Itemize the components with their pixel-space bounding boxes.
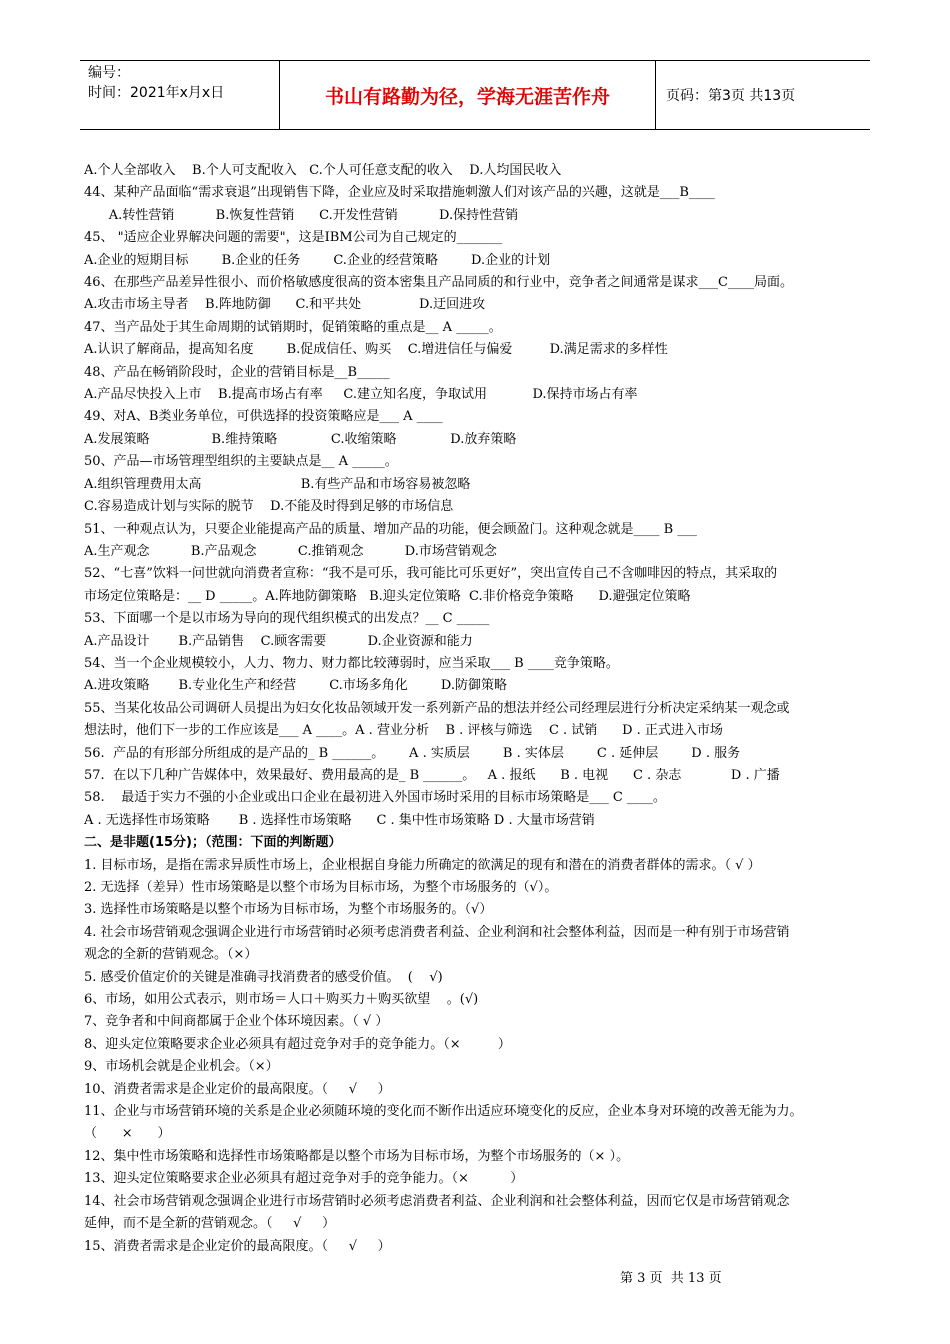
judgement-13: 13、迎头定位策略要求企业必须具有超过竞争对手的竞争能力。（× ） xyxy=(84,1171,524,1187)
text-line: C.容易造成计划与实际的脱节 D.不能及时得到足够的市场信息 xyxy=(84,499,454,515)
document-body xyxy=(84,160,874,1258)
judgement-12: 12、集中性市场策略和选择性市场策略都是以整个市场为目标市场，为整个市场服务的（× ）。 xyxy=(84,1148,630,1164)
time-label: 时间：2021年x月x日 xyxy=(88,85,225,101)
judgement-3: 3. 选择性市场策略是以整个市场为目标市场，为整个市场服务的。（√） xyxy=(84,902,493,918)
text-line: A.产品尽快投入上市 B.提高市场占有率 C.建立知名度，争取试用 D.保持市场占有率 xyxy=(84,387,638,403)
judgement-9: 9、市场机会就是企业机会。（×） xyxy=(84,1059,279,1075)
text-line: 延伸，而不是全新的营销观念。（ √ ） xyxy=(84,1216,336,1232)
judgement-11: 11、企业与市场营销环境的关系是企业必须随环境的变化而不断作出适应环境变化的反应，企业本身对环境的改善无能为力。 xyxy=(84,1104,803,1120)
question-55: 55、当某化妆品公司调研人员提出为妇女化妆品领域开发一系列新产品的想法并经公司经理层进行分析决定采纳某一观念或 xyxy=(84,700,790,716)
question-46: 46、在那些产品差异性很小、而价格敏感度很高的资本密集且产品同质的和行业中，竞争者之间通常是谋求___C____局面。 xyxy=(84,275,793,291)
text-line: A.个人全部收入 B.个人可支配收入 C.个人可任意支配的收入 D.人均国民收入 xyxy=(84,163,562,178)
text-line: A.认识了解商品，提高知名度 B.促成信任、购买 C.增进信任与偏爱 D.满足需求的多样性 xyxy=(84,342,668,358)
page-footer: 第 3 页 共 13 页 xyxy=(620,1271,722,1286)
text-line: A.产品设计 B.产品销售 C.顾客需要 D.企业资源和能力 xyxy=(84,633,473,649)
text-line: A.转性营销 B.恢复性营销 C.开发性营销 D.保持性营销 xyxy=(84,207,519,223)
text-line: 想法时，他们下一步的工作应该是___ A ____。A . 营业分析 B . 评核与筛选 C . 试销 D . 正式进入市场 xyxy=(84,723,723,739)
text-line: A.进攻策略 B.专业化生产和经营 C.市场多角化 D.防御策略 xyxy=(84,678,507,694)
question-44: 44、某种产品面临“需求衰退”出现销售下降，企业应及时采取措施刺激人们对该产品的兴趣，这就是___B____ xyxy=(84,185,715,201)
judgement-2: 2. 无选择（差异）性市场策略是以整个市场为目标市场，为整个市场服务的（√）。 xyxy=(84,880,558,895)
header-page-info: 页码：第3页 共13页 xyxy=(666,88,796,104)
page-header xyxy=(80,60,870,130)
question-45: 45、 "适应企业界解决问题的需要"，这是IBM公司为自己规定的_______ xyxy=(84,230,503,246)
question-57: 57. 在以下几种广告媒体中，效果最好、费用最高的是_ B ______。 A . 报纸 B . 电视 C . 杂志 D . 广播 xyxy=(84,767,780,783)
header-motto: 书山有路勤为径，学海无涯苦作舟 xyxy=(280,61,656,129)
judgement-5: 5. 感受价值定价的关键是准确寻找消费者的感受价值。 ( √) xyxy=(84,969,443,985)
judgement-8: 8、迎头定位策略要求企业必须具有超过竞争对手的竞争能力。（× ） xyxy=(84,1036,511,1052)
text-line: A . 无选择性市场策略 B . 选择性市场策略 C . 集中性市场策略 D . 大量市场营销 xyxy=(84,812,595,828)
text-line: A.发展策略 B.维持策略 C.收缩策略 D.放弃策略 xyxy=(84,431,517,447)
judgement-7: 7、竞争者和中间商都属于企业个体环境因素。（ √ ） xyxy=(84,1014,389,1030)
question-54: 54、当一个企业规模较小，人力、物力、财力都比较薄弱时，应当采取___ B ____竞争策略。 xyxy=(84,655,619,671)
text-line: A.生产观念 B.产品观念 C.推销观念 D.市场营销观念 xyxy=(84,543,497,559)
text-line: A.攻击市场主导者 B.阵地防御 C.和平共处 D.迂回进攻 xyxy=(84,297,486,313)
judgement-1: 1. 目标市场，是指在需求异质性市场上，企业根据自身能力所确定的欲满足的现有和潜在的消费者群体的需求。（ √ ） xyxy=(84,857,761,873)
judgement-14: 14、社会市场营销观念强调企业进行市场营销时必须考虑消费者利益、企业利润和社会整体利益，因而它仅是市场营销观念 xyxy=(84,1193,790,1209)
judgement-10: 10、消费者需求是企业定价的最高限度。（ √ ） xyxy=(84,1081,391,1097)
text-line: 观念的全新的营销观念。（×） xyxy=(84,947,258,963)
text-line: A.企业的短期目标 B.企业的任务 C.企业的经营策略 D.企业的计划 xyxy=(84,252,551,268)
question-50: 50、产品—市场管理型组织的主要缺点是__ A _____。 xyxy=(84,454,398,470)
question-53: 53、下面哪一个是以市场为导向的现代组织模式的出发点？__ C _____ xyxy=(84,611,490,627)
number-label: 编号： xyxy=(88,65,130,81)
header-meta xyxy=(80,61,280,129)
question-56: 56. 产品的有形部分所组成的是产品的_ B ______。 A . 实质层 B . 实体层 C . 延伸层 D . 服务 xyxy=(84,745,741,761)
section-heading: 二、是非题(15分)；（范围：下面的判断题） xyxy=(84,835,342,851)
question-52: 52、“七喜”饮料一问世就向消费者宣称：“我不是可乐，我可能比可乐更好”，突出宣传自己不含咖啡因的特点，其采取的 xyxy=(84,566,778,582)
text-line: A.组织管理费用太高 B.有些产品和市场容易被忽略 xyxy=(84,476,471,492)
question-48: 48、产品在畅销阶段时，企业的营销目标是__B_____ xyxy=(84,364,390,380)
judgement-6: 6、市场，如用公式表示，则市场＝人口＋购买力＋购买欲望 。(√) xyxy=(84,992,479,1008)
question-49: 49、对A、B类业务单位，可供选择的投资策略应是___ A ____ xyxy=(84,409,443,425)
judgement-4: 4. 社会市场营销观念强调企业进行市场营销时必须考虑消费者利益、企业利润和社会整体利益，因而是一种有别于市场营销 xyxy=(84,924,790,940)
question-58: 58. 最适于实力不强的小企业或出口企业在最初进入外国市场时采用的目标市场策略是___ C ____。 xyxy=(84,790,666,806)
text-line: 市场定位策略是：__ D _____。A.阵地防御策略 B.迎头定位策略 C.非价格竞争策略 D.避强定位策略 xyxy=(84,588,691,604)
question-51: 51、一种观点认为，只要企业能提高产品的质量、增加产品的功能，便会顾盈门。这种观念就是____ B ___ xyxy=(84,521,697,537)
question-47: 47、当产品处于其生命周期的试销期时，促销策略的重点是__ A _____。 xyxy=(84,319,502,335)
text-line: （ × ） xyxy=(84,1126,171,1142)
judgement-15: 15、消费者需求是企业定价的最高限度。（ √ ） xyxy=(84,1238,391,1254)
